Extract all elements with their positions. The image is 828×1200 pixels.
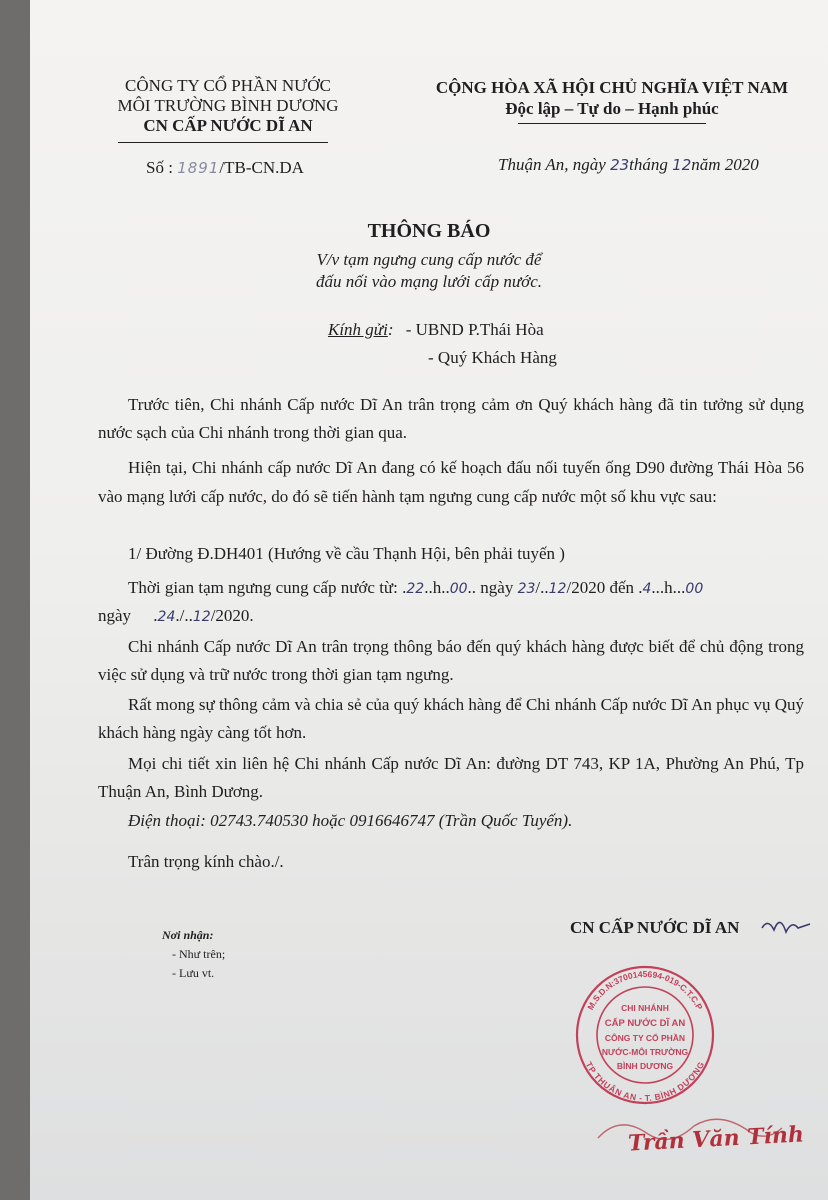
- motto-underline: [518, 123, 706, 124]
- time-to-h: h: [664, 578, 673, 597]
- footer-recipients-label: Nơi nhận:: [162, 928, 214, 942]
- contact-phone: Điện thoại: 02743.740530 hoặc 0916646747 (Trần Quốc Tuyến).: [128, 811, 573, 830]
- signature-org: CN CẤP NƯỚC DĨ AN: [570, 918, 740, 937]
- time-intro: Thời gian tạm ngưng cung cấp nước từ:: [128, 578, 398, 597]
- date-place: Thuận An, ngày: [498, 155, 606, 174]
- time-from-hour: 22: [406, 581, 425, 597]
- stamp-center-3: CÔNG TY CỔ PHẦN: [604, 1033, 686, 1043]
- document-page: [30, 0, 828, 1200]
- national-motto: Độc lập – Tự do – Hạnh phúc: [505, 99, 719, 118]
- document-title: THÔNG BÁO: [367, 220, 491, 242]
- stamp-center-4: NƯỚC-MÔI TRƯỜNG: [601, 1047, 689, 1057]
- dots-f: ./..: [175, 606, 193, 625]
- word-den: đến: [609, 578, 634, 597]
- time-from-dots-3: ..: [441, 578, 450, 597]
- dots-d: ...: [672, 578, 686, 597]
- stamp-center-2: CẤP NƯỚC DĨ AN: [604, 1018, 686, 1029]
- time-to-min: 00: [685, 581, 704, 597]
- recipients-block: [328, 316, 557, 372]
- paragraph-5: Rất mong sự thông cảm và chia sẻ của quý khách hàng để Chi nhánh Cấp nước Dĩ An phục vụ Quý khách hàng ngày càng tốt hơn.: [98, 695, 804, 742]
- time-from-dots-1: .: [402, 578, 407, 597]
- number-label: Số :: [146, 158, 173, 177]
- date-year: năm 2020: [691, 155, 759, 174]
- company-line-2: MÔI TRƯỜNG BÌNH DƯƠNG: [117, 96, 339, 115]
- branch-name: CN CẤP NƯỚC DĨ AN: [143, 116, 313, 135]
- slash-1: /: [535, 578, 541, 597]
- date-day-handwritten: 23: [610, 156, 630, 174]
- footer-recipient-1: - Như trên;: [172, 947, 226, 961]
- footer-recipients: [162, 926, 225, 983]
- footer-recipient-2: - Lưu vt.: [172, 966, 215, 980]
- document-number: [146, 158, 304, 178]
- stamp-center-1: CHI NHÁNH: [621, 1003, 669, 1013]
- nation-name: CỘNG HÒA XÃ HỘI CHỦ NGHĨA VIỆT NAM: [435, 78, 789, 97]
- time-to-year: /2020.: [210, 606, 254, 625]
- word-ngay-1: ngày: [480, 578, 514, 597]
- number-suffix: /TB-CN.DA: [219, 158, 304, 177]
- signer-name-signature: Trần Văn Tính: [627, 1121, 805, 1157]
- paragraph-6: Mọi chi tiết xin liên hệ Chi nhánh Cấp nước Dĩ An: đường DT 743, KP 1A, Phường An Phú, Tp Thuận An, Bình Dương.: [98, 754, 804, 801]
- time-from-dots-2: ..: [424, 578, 433, 597]
- company-header: [98, 76, 358, 136]
- dots-c: ...: [651, 578, 665, 597]
- dots-e: .: [153, 606, 158, 625]
- time-from-h: h: [432, 578, 442, 597]
- time-line-1: [98, 574, 818, 603]
- dots-a: ..: [540, 578, 549, 597]
- company-stamp: [574, 964, 716, 1106]
- document-subject: [30, 249, 828, 293]
- time-from-day: 23: [517, 581, 536, 597]
- dots-b: .: [638, 578, 643, 597]
- date-line: [498, 155, 759, 175]
- number-handwritten: 1891: [177, 159, 220, 177]
- date-month-handwritten: 12: [672, 156, 692, 174]
- company-line-1: CÔNG TY CỔ PHẦN NƯỚC: [125, 76, 331, 95]
- recipient-1: - UBND P.Thái Hòa: [405, 320, 544, 339]
- paragraph-2: Hiện tại, Chi nhánh cấp nước Dĩ An đang có kế hoạch đấu nối tuyến ống D90 đường Thái Hòa 56 vào mạng lưới cấp nước, do đó sẽ tiến hành tạm ngưng cung cấp nước một số khu vực sau:: [98, 458, 804, 506]
- time-from-year: /2020: [566, 578, 606, 597]
- subject-line-2: đấu nối vào mạng lưới cấp nước.: [315, 272, 543, 291]
- time-from-min: 00: [449, 581, 468, 597]
- area-item-1: 1/ Đường Đ.DH401 (Hướng về cầu Thạnh Hội, bên phải tuyến ): [128, 544, 565, 563]
- recipients-label: Kính gửi: [328, 320, 388, 339]
- recipients-colon: :: [387, 320, 394, 339]
- stamp-center-5: BÌNH DƯƠNG: [616, 1061, 674, 1071]
- time-to-day: 24: [157, 609, 176, 625]
- subject-line-1: V/v tạm ngưng cung cấp nước để: [316, 250, 542, 269]
- recipient-2: - Quý Khách Hàng: [428, 348, 557, 367]
- time-to-hour: 4: [642, 581, 652, 597]
- initial-mark-icon: [758, 910, 818, 940]
- national-header: [422, 78, 802, 120]
- word-ngay-2: ngày: [98, 606, 132, 625]
- paragraph-4: Chi nhánh Cấp nước Dĩ An trân trọng thông báo đến quý khách hàng được biết để chủ động trong việc sử dụng và trữ nước trong thời gian tạm ngưng.: [98, 637, 804, 684]
- stamp-ring-top: M.S.D.N:3700145694-019-C.T.C.P: [585, 969, 705, 1012]
- time-from-month: 12: [548, 581, 567, 597]
- time-from-dots-4: ..: [467, 578, 477, 597]
- time-line-2: [98, 602, 498, 631]
- closing-line: Trân trọng kính chào./.: [128, 852, 284, 871]
- paragraph-1: Trước tiên, Chi nhánh Cấp nước Dĩ An trân trọng cảm ơn Quý khách hàng đã tin tưởng sử dụng nước sạch của Chi nhánh trong thời gian qua.: [98, 395, 804, 442]
- stamp-ring-bottom: TP THUẬN AN - T. BÌNH DƯƠNG: [583, 1060, 707, 1104]
- header-left-underline: [118, 142, 328, 143]
- time-to-month: 12: [192, 609, 211, 625]
- date-month-word: tháng: [629, 155, 668, 174]
